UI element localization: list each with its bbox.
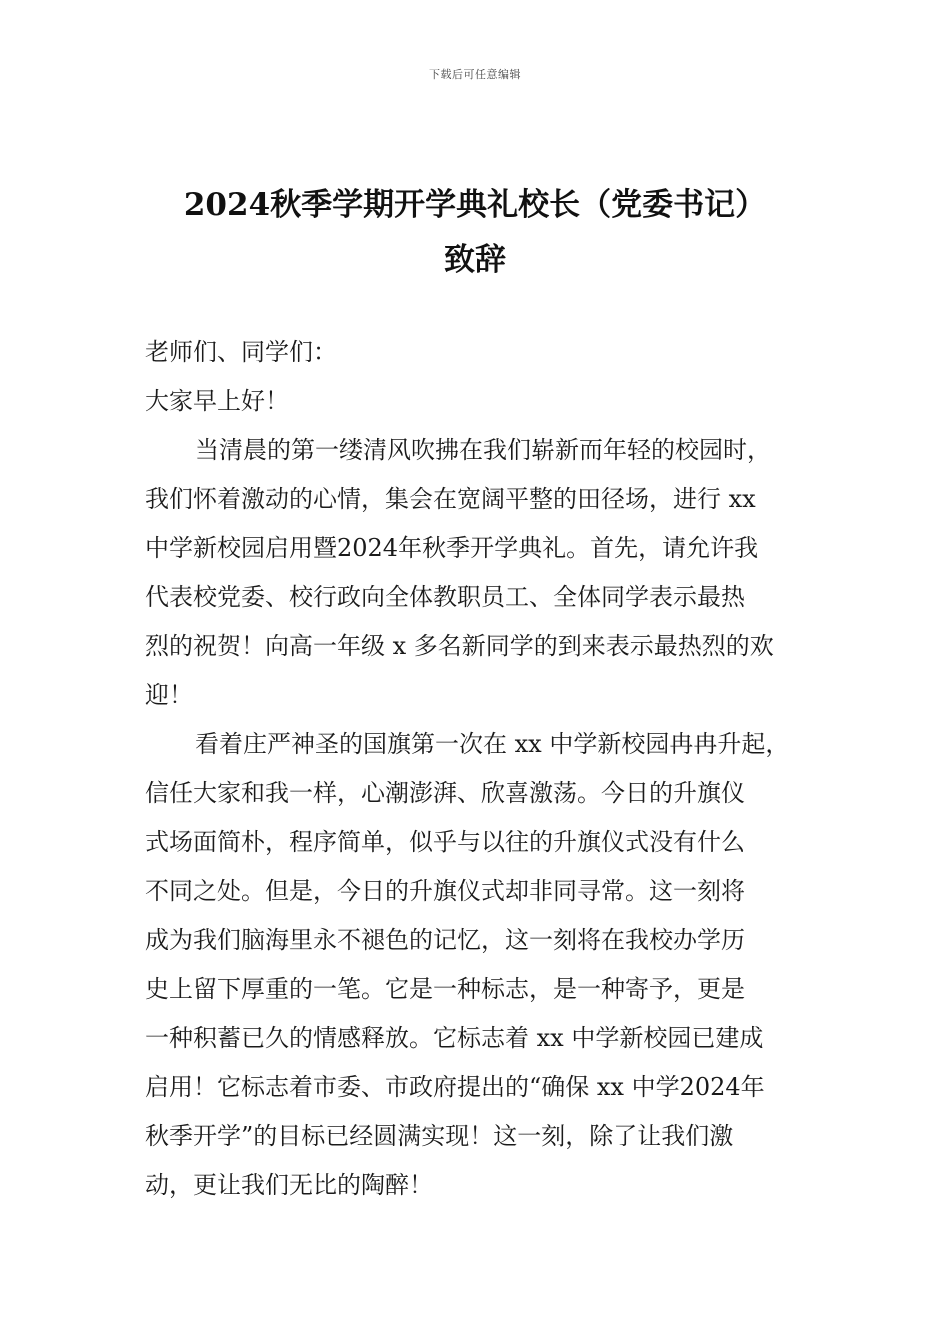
paragraph-line: 看着庄严神圣的国旗第一次在 xx 中学新校园冉冉升起， xyxy=(195,730,790,758)
header-note: 下载后可任意编辑 xyxy=(429,68,521,81)
paragraph-line: 一种积蓄已久的情感释放。它标志着 xx 中学新校园已建成 xyxy=(145,1024,764,1052)
paragraph-line: 我们怀着激动的心情，集会在宽阔平整的田径场，进行 xx xyxy=(145,485,756,513)
paragraph-1 xyxy=(145,426,825,720)
paragraph-line: 成为我们脑海里永不褪色的记忆，这一刻将在我校办学历 xyxy=(145,926,745,954)
paragraph-line: 当清晨的第一缕清风吹拂在我们崭新而年轻的校园时， xyxy=(195,436,771,464)
paragraph-line: 迎！ xyxy=(145,681,193,709)
title-line-2: 致辞 xyxy=(444,242,506,278)
paragraph-line: 不同之处。但是，今日的升旗仪式却非同寻常。这一刻将 xyxy=(145,877,745,905)
paragraph-line: 启用！它标志着市委、市政府提出的“确保 xx 中学2024年 xyxy=(145,1073,765,1101)
paragraph-line: 中学新校园启用暨2024年秋季开学典礼。首先，请允许我 xyxy=(145,534,759,562)
paragraph-line: 信任大家和我一样，心潮澎湃、欣喜激荡。今日的升旗仪 xyxy=(145,779,745,807)
paragraph-line: 式场面简朴，程序简单，似乎与以往的升旗仪式没有什么 xyxy=(145,828,745,856)
document-title xyxy=(120,178,830,288)
paragraph-line: 史上留下厚重的一笔。它是一种标志，是一种寄予，更是 xyxy=(145,975,745,1003)
document-body xyxy=(145,328,825,1210)
paragraph-line: 代表校党委、校行政向全体教职员工、全体同学表示最热 xyxy=(145,583,745,611)
paragraph-line: 烈的祝贺！向高一年级 x 多名新同学的到来表示最热烈的欢 xyxy=(145,632,774,660)
paragraph-line: 动，更让我们无比的陶醉！ xyxy=(145,1171,433,1199)
paragraph-line: 秋季开学”的目标已经圆满实现！这一刻，除了让我们激 xyxy=(145,1122,734,1150)
greeting: 大家早上好！ xyxy=(145,387,289,415)
salutation: 老师们、同学们： xyxy=(145,338,337,366)
title-line-1: 2024秋季学期开学典礼校长（党委书记） xyxy=(183,187,767,223)
paragraph-2 xyxy=(145,720,825,1210)
